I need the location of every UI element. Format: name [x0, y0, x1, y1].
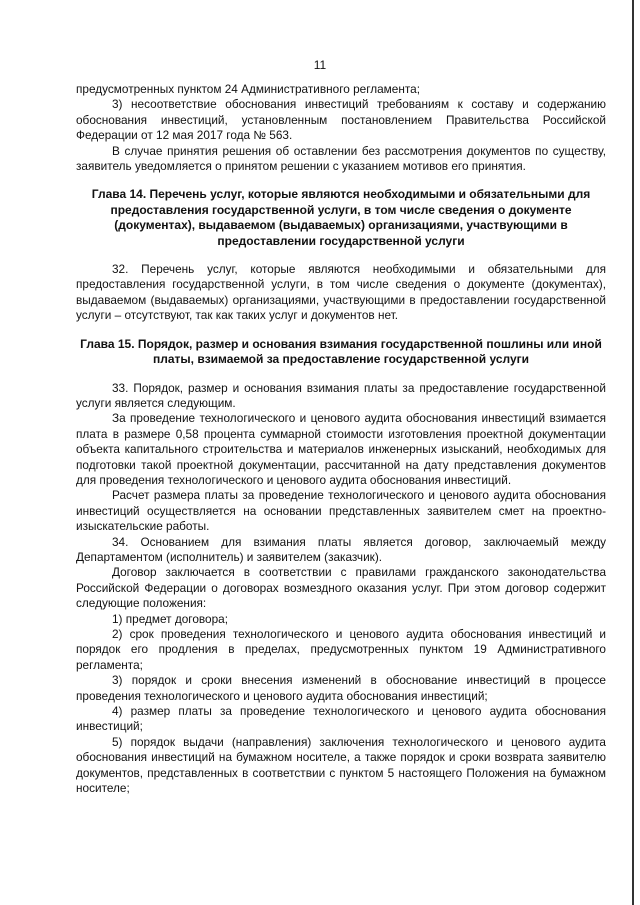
list-item: 1) предмет договора;: [112, 611, 229, 626]
chapter-15-heading: Глава 15. Порядок, размер и основания взимания государственной пошлины или иной платы, взимаемой за предоставление государственной услуги: [80, 336, 602, 367]
list-item: 2) срок проведения технологического и ценового аудита обоснования инвестиций и порядок его продления в пределах, предусмотренных пунктом 19 Административного регламента;: [76, 627, 606, 672]
paragraph: 32. Перечень услуг, которые являются необходимыми и обязательными для предоставления государственной услуги, в том числе сведения о документе (документах), выдаваемом (выдаваемых) организациями, участвующими в предоставлении государственной услуги – отсутствуют, так как таких услуг и документов нет.: [76, 262, 606, 323]
list-item: 4) размер платы за проведение технологического и ценового аудита обоснования инвестиций;: [76, 704, 606, 734]
paragraph: 34. Основанием для взимания платы является договор, заключаемый между Департаментом (исполнитель) и заявителем (заказчик).: [76, 534, 606, 564]
scan-edge-line: [632, 0, 634, 905]
document-body: [76, 82, 606, 796]
page-number: 11: [313, 58, 327, 72]
list-item: 3) порядок и сроки внесения изменений в обоснование инвестиций в процессе проведения технологического и ценового аудита обоснования инвестиций;: [76, 673, 606, 703]
paragraph: Договор заключается в соответствии с правилами гражданского законодательства Российской Федерации о договорах возмездного оказания услуг. При этом договор содержит следующие положения:: [76, 565, 606, 611]
paragraph: Расчет размера платы за проведение технологического и ценового аудита обоснования инвестиций осуществляется на основании представленных заявителем смет на проектно-изыскательские работы.: [76, 488, 606, 534]
paragraph: За проведение технологического и ценового аудита обоснования инвестиций взимается плата в размере 0,58 процента суммарной стоимости изготовления проектной документации объекта капитального строительства и материалов инженерных изысканий, необходимых для подготовки такой проектной документации, рассчитанной на дату представления документов для проведения технологического и ценового аудита обоснования инвестиций.: [76, 411, 606, 487]
list-item: 5) порядок выдачи (направления) заключения технологического и ценового аудита обоснования инвестиций на бумажном носителе, а также порядок и сроки возврата заявителю документов, представленных в соответствии с пунктом 5 настоящего Положения на бумажном носителе;: [76, 734, 606, 796]
paragraph: В случае принятия решения об оставлении без рассмотрения документов по существу, заявитель уведомляется о принятом решении с указанием мотивов его принятия.: [76, 143, 606, 174]
paragraph: предусмотренных пунктом 24 Административного регламента;: [76, 82, 420, 96]
chapter-14-heading: Глава 14. Перечень услуг, которые являются необходимыми и обязательными для предоставления государственной услуги, в том числе сведения о документе (документах), выдаваемом (выдаваемых) организациями, участвующими в предоставлении государственной услуги: [91, 187, 591, 248]
paragraph: 3) несоответствие обоснования инвестиций требованиям к составу и содержанию обоснования инвестиций, установленным постановлением Правительства Российской Федерации от 12 мая 2017 года № 563.: [76, 97, 606, 143]
paragraph: 33. Порядок, размер и основания взимания платы за предоставление государственной услуги является следующим.: [76, 380, 606, 410]
